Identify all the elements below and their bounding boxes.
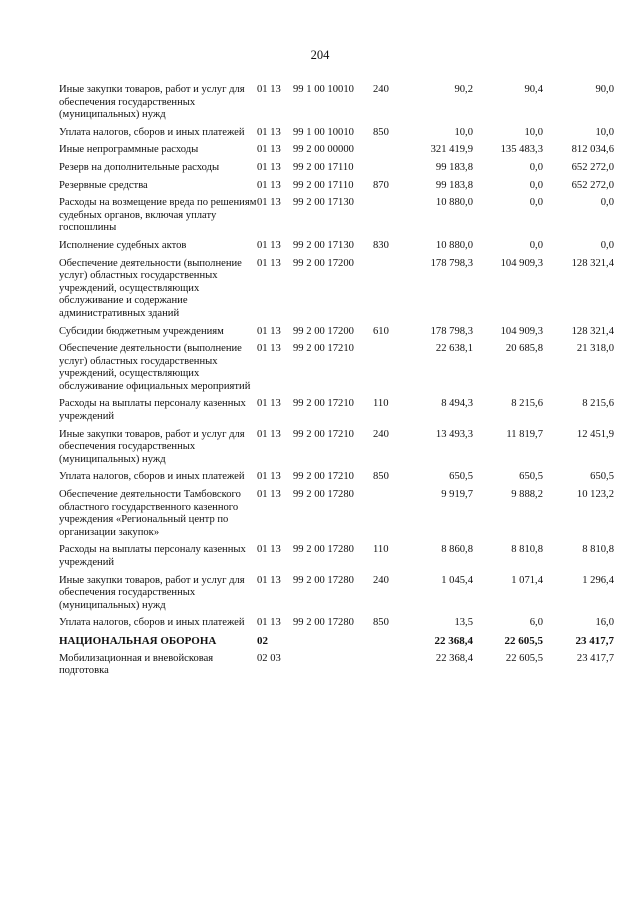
row-name: Обеспечение деятельности Тамбовского областного государственного казенного учреждения «Региональный центр по организации закупок»: [59, 489, 241, 538]
amount-year-1: 13,5: [454, 617, 473, 629]
row-name: Иные закупки товаров, работ и услуг для обеспечения государственных (муниципальных) нужд: [59, 574, 245, 611]
target-article-code: 99 1 00 10010: [293, 84, 354, 95]
expense-type-code: [373, 258, 403, 326]
expense-type-code: 110: [373, 398, 389, 410]
amount-year-1: 650,5: [449, 471, 473, 483]
amount-year-2: 11 819,7: [506, 428, 543, 440]
table-row: [59, 326, 614, 344]
target-article-code: 99 1 00 10010: [293, 126, 354, 138]
amount-year-3: 8 810,8: [582, 544, 614, 556]
expense-type-code: 830: [373, 239, 389, 251]
section-code: 01 13: [257, 398, 281, 410]
amount-year-1: 8 494,3: [441, 398, 473, 410]
section-code: 01 13: [257, 144, 281, 156]
amount-year-1: 22 638,1: [435, 343, 473, 355]
section-code: 01 13: [257, 471, 281, 483]
target-article-code: [293, 635, 373, 653]
amount-year-2: 104 909,3: [500, 257, 543, 269]
expense-type-code: [373, 653, 403, 683]
row-name: Уплата налогов, сборов и иных платежей: [59, 471, 245, 483]
amount-year-3: 16,0: [595, 617, 614, 629]
amount-year-3: 23 417,7: [576, 652, 614, 664]
section-code: 01 13: [257, 325, 281, 337]
amount-year-3: 652 272,0: [571, 179, 614, 191]
table-row: [59, 84, 614, 127]
expense-type-code: [373, 635, 403, 653]
amount-year-2: 10,0: [524, 126, 543, 138]
amount-year-2: 90,4: [524, 84, 543, 95]
target-article-code: 99 2 00 17210: [293, 428, 354, 440]
amount-year-1: 9 919,7: [441, 489, 473, 501]
expense-type-code: 870: [373, 179, 389, 191]
target-article-code: 99 2 00 17130: [293, 197, 354, 209]
section-code: 01 13: [257, 617, 281, 629]
amount-year-2: 650,5: [519, 471, 543, 483]
amount-year-3: 21 318,0: [576, 343, 614, 355]
section-code: 01 13: [257, 84, 281, 95]
section-code: 02 03: [257, 652, 281, 664]
expense-type-code: 240: [373, 84, 389, 95]
target-article-code: 99 2 00 17280: [293, 489, 354, 501]
table-row: [59, 398, 614, 428]
table-row: [59, 471, 614, 489]
amount-year-3: 10 123,2: [576, 489, 614, 501]
table-row: [59, 144, 614, 162]
section-code: 01 13: [257, 126, 281, 138]
target-article-code: 99 2 00 17200: [293, 325, 354, 337]
target-article-code: 99 2 00 17110: [293, 179, 354, 191]
row-name: Иные непрограммные расходы: [59, 144, 199, 156]
amount-year-3: 128 321,4: [571, 257, 614, 269]
amount-year-2: 8 215,6: [511, 398, 543, 410]
table-row: [59, 653, 614, 683]
amount-year-2: 0,0: [529, 239, 543, 251]
amount-year-3: 812 034,6: [571, 144, 614, 156]
section-code: 01 13: [257, 239, 281, 251]
target-article-code: [293, 653, 373, 683]
amount-year-3: 1 296,4: [582, 574, 614, 586]
table-row: [59, 197, 614, 240]
section-code: 02: [257, 634, 268, 647]
amount-year-3: 0,0: [600, 239, 614, 251]
table-row: [59, 575, 614, 618]
target-article-code: 99 2 00 17210: [293, 343, 354, 355]
amount-year-2: 8 810,8: [511, 544, 543, 556]
target-article-code: 99 2 00 17110: [293, 161, 354, 173]
amount-year-1: 10 880,0: [435, 197, 473, 209]
amount-year-3: 90,0: [595, 84, 614, 95]
amount-year-3: 8 215,6: [582, 398, 614, 410]
expense-type-code: 850: [373, 617, 389, 629]
expense-type-code: 850: [373, 126, 389, 138]
row-name: Расходы на возмещение вреда по решениям судебных органов, включая уплату госпошлины: [59, 197, 257, 234]
row-name: Уплата налогов, сборов и иных платежей: [59, 126, 245, 138]
amount-year-2: 0,0: [529, 179, 543, 191]
amount-year-3: 10,0: [595, 126, 614, 138]
table-row: [59, 162, 614, 180]
amount-year-2: 22 605,5: [505, 652, 543, 664]
section-code: 01 13: [257, 179, 281, 191]
amount-year-2: 135 483,3: [500, 144, 543, 156]
amount-year-1: 90,2: [454, 84, 473, 95]
row-name: Резерв на дополнительные расходы: [59, 161, 220, 173]
table-row: [59, 343, 614, 398]
expense-type-code: [373, 197, 403, 240]
table-row: [59, 635, 614, 653]
amount-year-2: 104 909,3: [500, 325, 543, 337]
row-name: Иные закупки товаров, работ и услуг для обеспечения государственных (муниципальных) нужд: [59, 84, 245, 121]
target-article-code: 99 2 00 17280: [293, 617, 354, 629]
expense-type-code: 850: [373, 471, 389, 483]
budget-table: [59, 84, 614, 683]
expense-type-code: 110: [373, 544, 389, 556]
amount-year-2: 0,0: [529, 197, 543, 209]
section-code: 01 13: [257, 544, 281, 556]
amount-year-1: 99 183,8: [435, 179, 473, 191]
section-code: 01 13: [257, 489, 281, 501]
budget-table-body: [59, 84, 614, 683]
target-article-code: 99 2 00 17200: [293, 257, 354, 269]
amount-year-1: 10 880,0: [435, 239, 473, 251]
table-row: [59, 180, 614, 198]
expense-type-code: [373, 144, 403, 162]
row-name: Мобилизационная и вневойсковая подготовка: [59, 652, 214, 677]
amount-year-2: 0,0: [529, 161, 543, 173]
amount-year-3: 0,0: [600, 197, 614, 209]
table-row: [59, 127, 614, 145]
amount-year-2: 9 888,2: [511, 489, 543, 501]
amount-year-2: 6,0: [529, 617, 543, 629]
row-name: Расходы на выплаты персоналу казенных учреждений: [59, 544, 246, 568]
expense-type-code: 610: [373, 325, 389, 337]
row-name: Субсидии бюджетным учреждениям: [59, 325, 224, 337]
row-name: Уплата налогов, сборов и иных платежей: [59, 617, 245, 629]
row-name: НАЦИОНАЛЬНАЯ ОБОРОНА: [59, 634, 217, 647]
expense-type-code: 240: [373, 574, 389, 586]
expense-type-code: [373, 489, 403, 544]
section-code: 01 13: [257, 428, 281, 440]
target-article-code: 99 2 00 17210: [293, 398, 354, 410]
amount-year-3: 12 451,9: [576, 428, 614, 440]
amount-year-1: 8 860,8: [441, 544, 473, 556]
amount-year-1: 22 368,4: [434, 634, 473, 647]
amount-year-1: 178 798,3: [430, 325, 473, 337]
row-name: Иные закупки товаров, работ и услуг для обеспечения государственных (муниципальных) нужд: [59, 428, 245, 465]
table-row: [59, 258, 614, 326]
row-name: Обеспечение деятельности (выполнение услуг) областных государственных учреждений, осуществляющих обслуживание и содержание административных зданий: [59, 257, 242, 319]
row-name: Расходы на выплаты персоналу казенных учреждений: [59, 398, 246, 423]
amount-year-3: 650,5: [590, 471, 614, 483]
target-article-code: 99 2 00 00000: [293, 144, 354, 156]
amount-year-2: 22 605,5: [504, 634, 543, 647]
target-article-code: 99 2 00 17130: [293, 239, 354, 251]
target-article-code: 99 2 00 17280: [293, 544, 354, 556]
amount-year-1: 1 045,4: [441, 574, 473, 586]
amount-year-1: 10,0: [454, 126, 473, 138]
table-row: [59, 429, 614, 472]
target-article-code: 99 2 00 17280: [293, 574, 354, 586]
amount-year-2: 20 685,8: [505, 343, 543, 355]
amount-year-2: 1 071,4: [511, 574, 543, 586]
table-row: [59, 489, 614, 544]
amount-year-3: 652 272,0: [571, 161, 614, 173]
section-code: 01 13: [257, 257, 281, 269]
section-code: 01 13: [257, 161, 281, 173]
target-article-code: 99 2 00 17210: [293, 471, 354, 483]
page-number: 204: [310, 48, 330, 62]
row-name: Исполнение судебных актов: [59, 239, 187, 251]
amount-year-1: 321 419,9: [430, 144, 473, 156]
amount-year-3: 128 321,4: [571, 325, 614, 337]
amount-year-1: 99 183,8: [435, 161, 473, 173]
row-name: Обеспечение деятельности (выполнение услуг) областных государственных учреждений, осуществляющих обслуживание официальных мероприятий: [59, 343, 251, 392]
section-code: 01 13: [257, 343, 281, 355]
table-row: [59, 240, 614, 258]
row-name: Резервные средства: [59, 179, 148, 191]
expense-type-code: 240: [373, 428, 389, 440]
expense-type-code: [373, 162, 403, 180]
expense-type-code: [373, 343, 403, 398]
amount-year-3: 23 417,7: [575, 634, 614, 647]
table-row: [59, 544, 614, 574]
section-code: 01 13: [257, 574, 281, 586]
amount-year-1: 13 493,3: [435, 428, 473, 440]
section-code: 01 13: [257, 197, 281, 209]
amount-year-1: 178 798,3: [430, 257, 473, 269]
table-row: [59, 617, 614, 635]
amount-year-1: 22 368,4: [435, 652, 473, 664]
